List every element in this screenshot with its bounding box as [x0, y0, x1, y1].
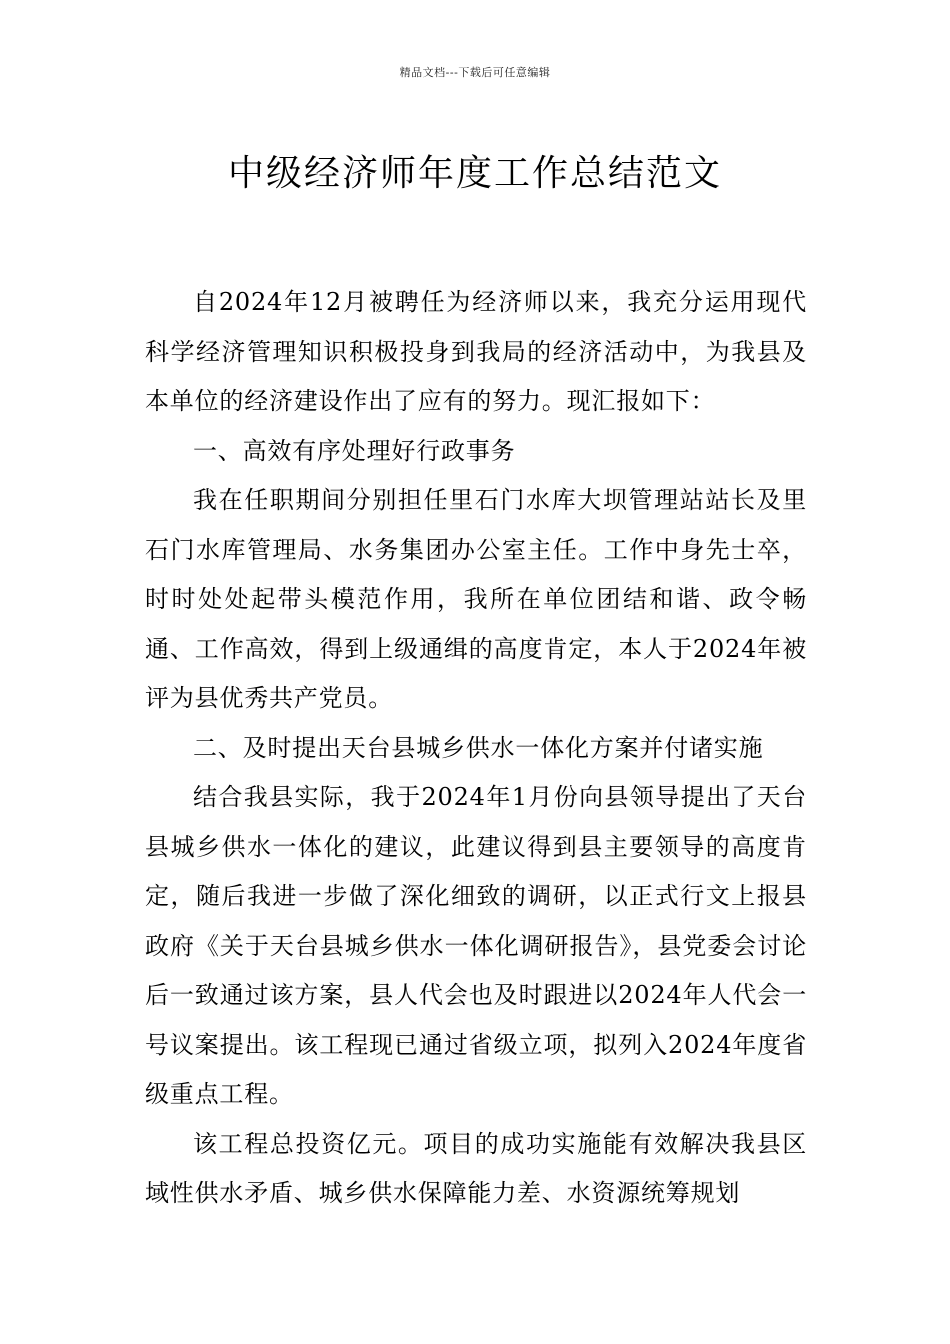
paragraph-section-2: 结合我县实际，我于2024年1月份向县领导提出了天台县城乡供水一体化的建议，此建议得到县主要领导的高度肯定，随后我进一步做了深化细致的调研，以正式行文上报县政府《关于天台县城乡供水一体化调研报告》，县党委会讨论后一致通过该方案，县人代会也及时跟进以2024年人代会一号议案提出。该工程现已通过省级立项，拟列入2024年度省级重点工程。 [145, 783, 807, 1108]
document-body [145, 278, 807, 1219]
paragraph-investment: 该工程总投资亿元。项目的成功实施能有效解决我县区域性供水矛盾、城乡供水保障能力差、水资源统筹规划 [145, 1129, 807, 1207]
section-heading-2: 二、及时提出天台县城乡供水一体化方案并付诸实施 [193, 733, 764, 762]
section-heading-1: 一、高效有序处理好行政事务 [193, 436, 516, 465]
header-note: 精品文档---下载后可任意编辑 [399, 66, 551, 79]
paragraph-intro: 自2024年12月被聘任为经济师以来，我充分运用现代科学经济管理知识积极投身到我局的经济活动中，为我县及本单位的经济建设作出了应有的努力。现汇报如下： [145, 288, 807, 415]
paragraph-section-1: 我在任职期间分别担任里石门水库大坝管理站站长及里石门水库管理局、水务集团办公室主任。工作中身先士卒，时时处处起带头模范作用，我所在单位团结和谐、政令畅通、工作高效，得到上级通缉的高度肯定，本人于2024年被评为县优秀共产党员。 [145, 486, 807, 712]
document-title: 中级经济师年度工作总结范文 [227, 153, 722, 195]
